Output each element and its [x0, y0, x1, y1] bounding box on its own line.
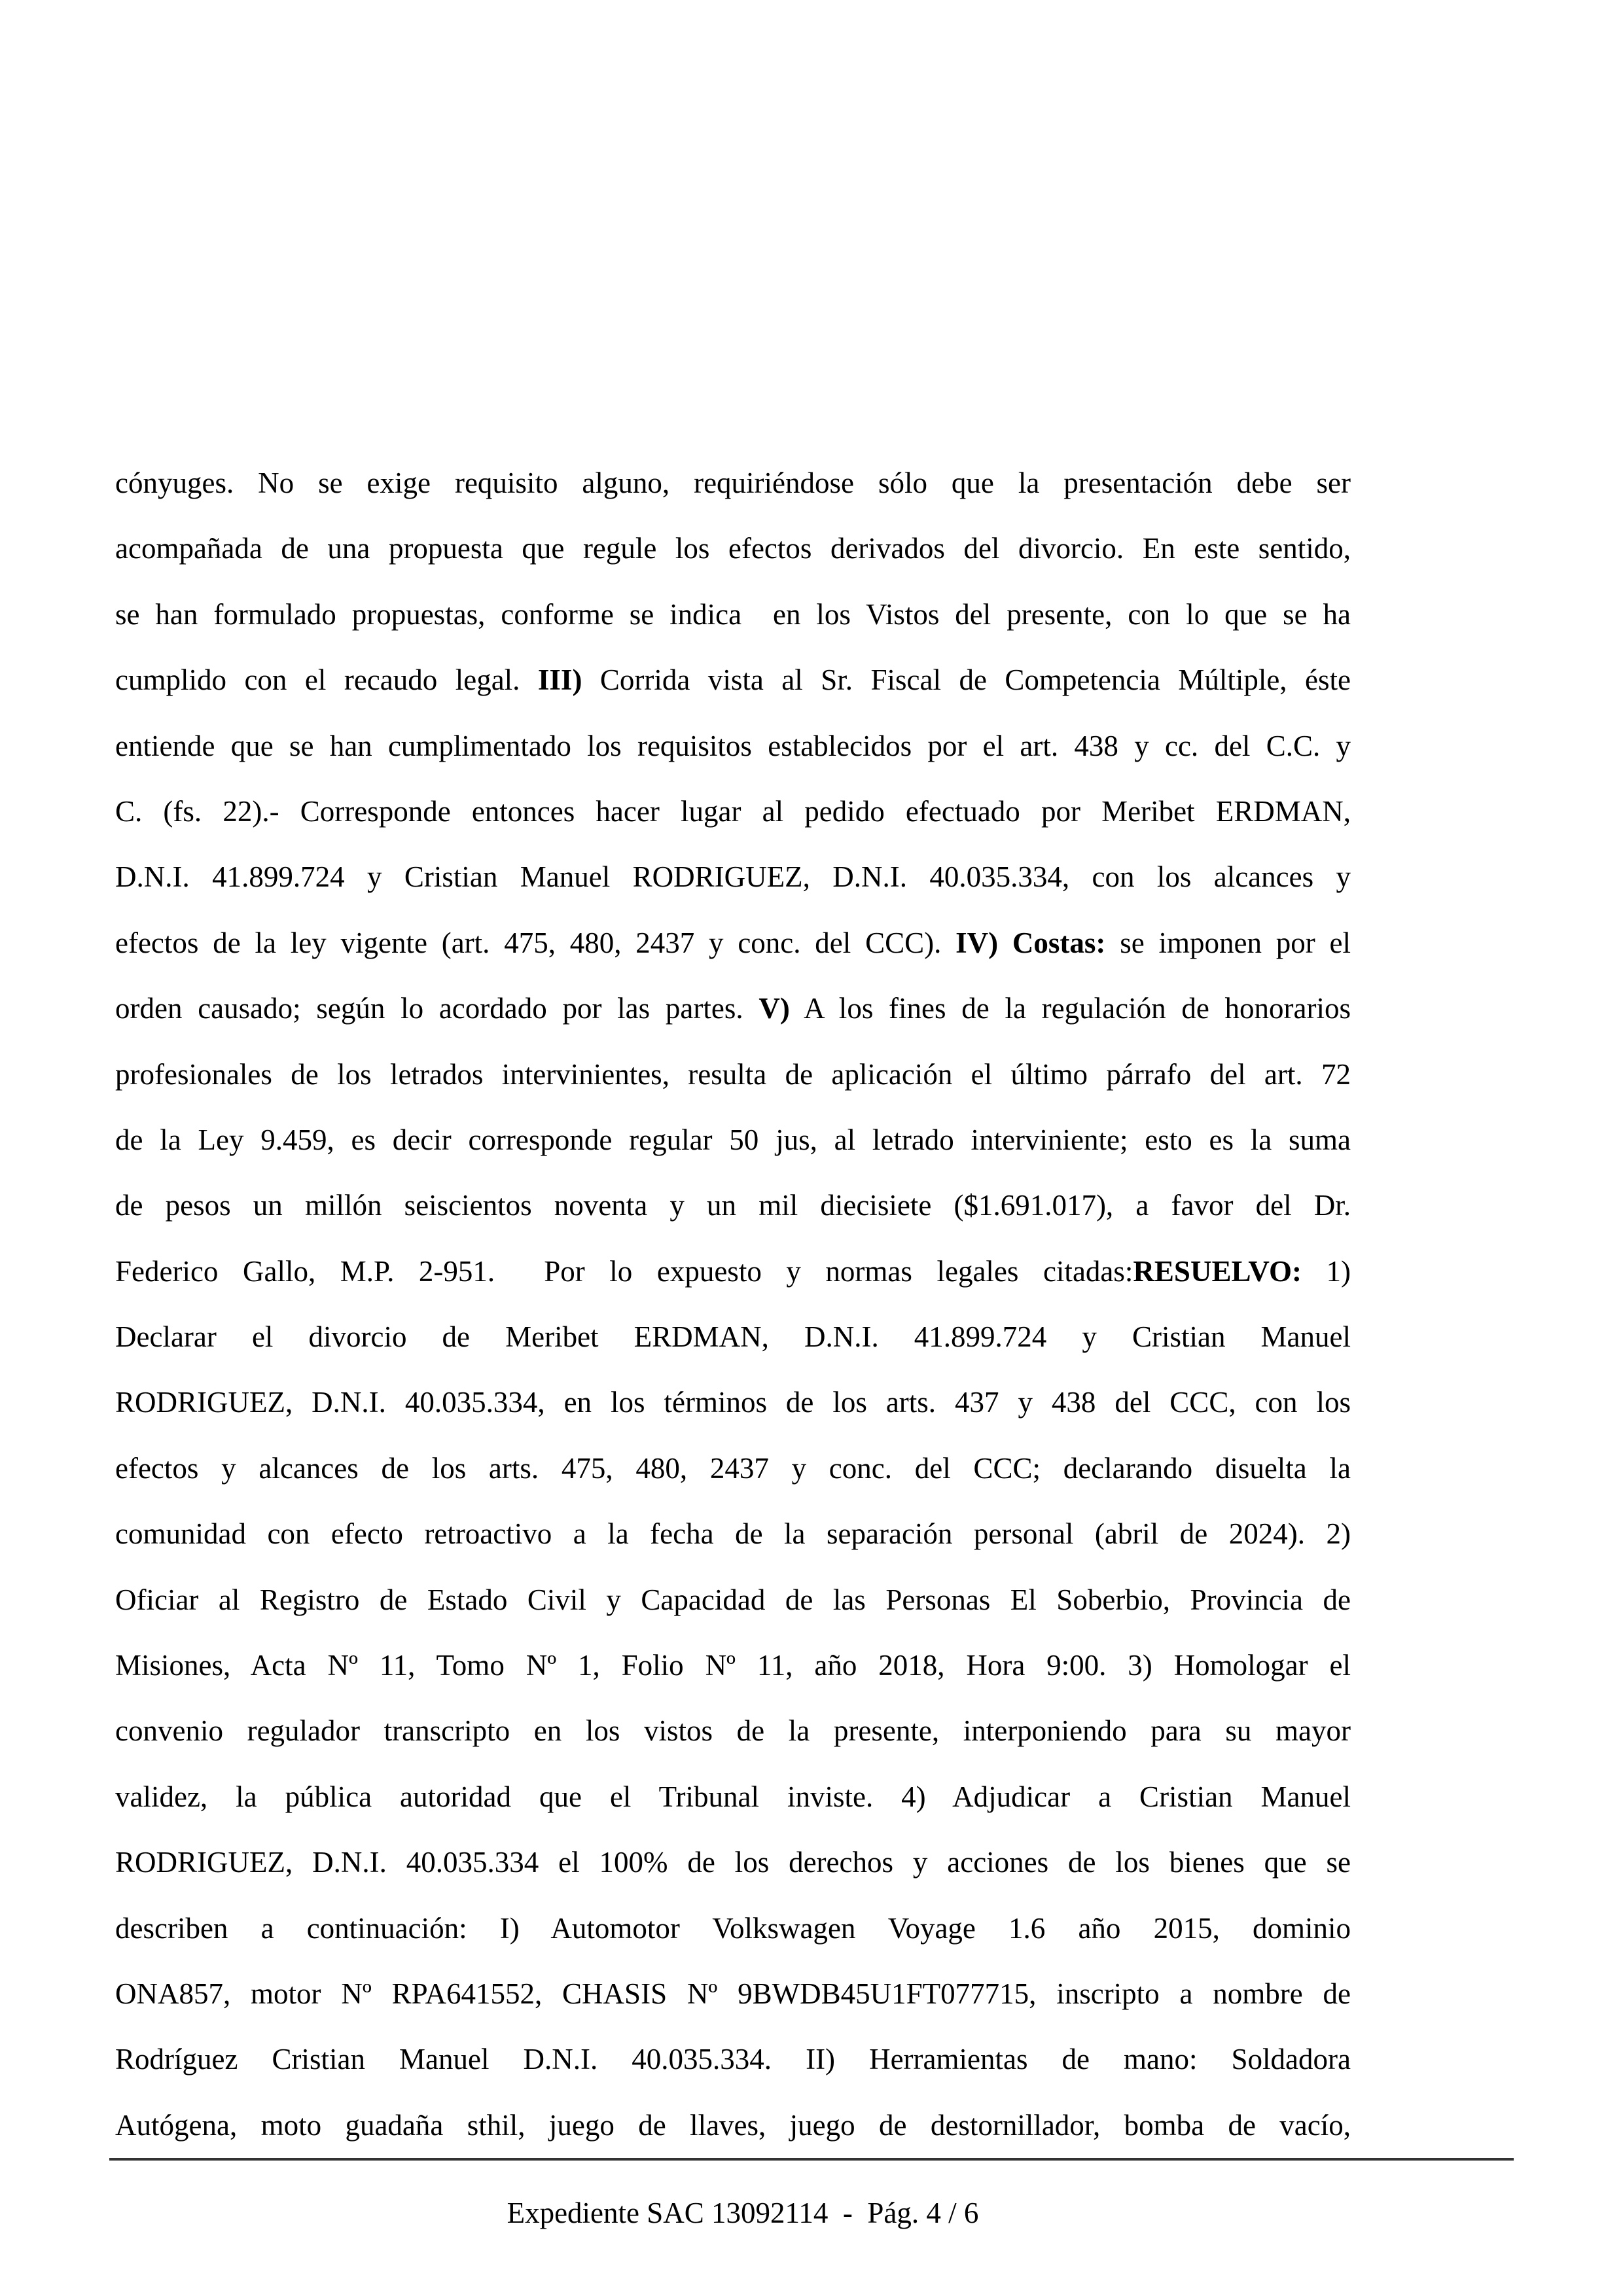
text-line [115, 910, 1351, 976]
text-line [115, 1829, 1351, 1895]
text-segment: orden causado; según lo acordado por las partes. [115, 992, 759, 1025]
text-line [115, 1436, 1351, 1501]
text-line [115, 1239, 1351, 1304]
text-segment: entiende que se han cumplimentado los requisitos establecidos por el art. 438 y cc. del C.C. y [115, 729, 1351, 762]
text-segment: 1) [1301, 1254, 1351, 1288]
text-line [115, 1896, 1351, 1961]
text-segment: Federico Gallo, M.P. 2-951. Por lo expuesto y normas legales citadas: [115, 1254, 1133, 1288]
text-segment: Corrida vista al Sr. Fiscal de Competencia Múltiple, éste [582, 663, 1351, 697]
text-segment: C. (fs. 22).- Corresponde entonces hacer lugar al pedido efectuado por Meribet ERDMAN, [115, 794, 1351, 828]
text-line [115, 976, 1351, 1041]
footer-page-number: Pág. 4 / 6 [867, 2197, 979, 2229]
text-segment: Declarar el divorcio de Meribet ERDMAN, D.N.I. 41.899.724 y Cristian Manuel [115, 1320, 1351, 1354]
text-line [115, 2026, 1351, 2092]
text-segment: efectos de la ley vigente (art. 475, 480, 2437 y conc. del CCC). [115, 926, 956, 959]
text-segment: profesionales de los letrados intervinientes, resulta de aplicación el último párrafo del art. 72 [115, 1057, 1351, 1091]
text-line [115, 1698, 1351, 1763]
text-line [115, 1369, 1351, 1435]
text-segment: Misiones, Acta Nº 11, Tomo Nº 1, Folio Nº 11, año 2018, Hora 9:00. 3) Homologar el [115, 1649, 1351, 1682]
text-segment: Autógena, moto guadaña sthil, juego de llaves, juego de destornillador, bomba de vacío, [115, 2108, 1351, 2142]
text-line [115, 1764, 1351, 1829]
footer-divider [109, 2158, 1514, 2161]
text-line [115, 1107, 1351, 1173]
resolution-body-text [115, 450, 1351, 2158]
text-line [115, 1304, 1351, 1369]
text-line [115, 713, 1351, 779]
text-segment: cumplido con el recaudo legal. [115, 663, 538, 697]
text-segment: Oficiar al Registro de Estado Civil y Capacidad de las Personas El Soberbio, Provincia de [115, 1583, 1351, 1616]
text-segment: Rodríguez Cristian Manuel D.N.I. 40.035.334. II) Herramientas de mano: Soldadora [115, 2043, 1351, 2076]
text-segment: RODRIGUEZ, D.N.I. 40.035.334 el 100% de los derechos y acciones de los bienes que se [115, 1846, 1351, 1879]
text-segment: de pesos un millón seiscientos noventa y un mil diecisiete ($1.691.017), a favor del Dr. [115, 1189, 1351, 1222]
text-line [115, 779, 1351, 844]
bold-heading-segment: RESUELVO: [1133, 1254, 1302, 1288]
text-segment: efectos y alcances de los arts. 475, 480, 2437 y conc. del CCC; declarando disuelta la [115, 1451, 1351, 1485]
text-segment: comunidad con efecto retroactivo a la fecha de la separación personal (abril de 2024). 2) [115, 1517, 1351, 1551]
text-line [115, 450, 1351, 516]
text-line [115, 582, 1351, 647]
text-segment: D.N.I. 41.899.724 y Cristian Manuel RODRIGUEZ, D.N.I. 40.035.334, con los alcances y [115, 860, 1351, 894]
footer-expediente: Expediente SAC 13092114 [507, 2197, 829, 2229]
text-line [115, 1042, 1351, 1107]
text-segment: ONA857, motor Nº RPA641552, CHASIS Nº 9BWDB45U1FT077715, inscripto a nombre de [115, 1977, 1351, 2010]
text-segment: A los fines de la regulación de honorarios [789, 992, 1351, 1025]
text-segment: acompañada de una propuesta que regule los efectos derivados del divorcio. En este sentido, [115, 532, 1351, 565]
text-segment: describen a continuación: I) Automotor Volkswagen Voyage 1.6 año 2015, dominio [115, 1911, 1351, 1945]
text-line [115, 1501, 1351, 1566]
bold-heading-segment: IV) Costas: [955, 926, 1106, 959]
text-segment: validez, la pública autoridad que el Tribunal inviste. 4) Adjudicar a Cristian Manuel [115, 1780, 1351, 1813]
text-segment: se han formulado propuestas, conforme se indica en los Vistos del presente, con lo que se ha [115, 597, 1351, 631]
text-line [115, 1961, 1351, 2026]
bold-heading-segment: III) [537, 663, 582, 697]
text-segment: se imponen por el [1105, 926, 1351, 959]
text-line [115, 1567, 1351, 1633]
page-footer [0, 2193, 1623, 2233]
text-line [115, 516, 1351, 581]
text-segment: convenio regulador transcripto en los vistos de la presente, interponiendo para su mayor [115, 1714, 1351, 1748]
text-segment: cónyuges. No se exige requisito alguno, requiriéndose sólo que la presentación debe ser [115, 467, 1351, 499]
text-line [115, 844, 1351, 910]
text-line [115, 647, 1351, 713]
text-line [115, 1173, 1351, 1238]
text-segment: RODRIGUEZ, D.N.I. 40.035.334, en los términos de los arts. 437 y 438 del CCC, con los [115, 1386, 1351, 1419]
bold-heading-segment: V) [758, 992, 790, 1025]
text-line [115, 2093, 1351, 2158]
text-line [115, 1633, 1351, 1698]
text-segment: de la Ley 9.459, es decir corresponde regular 50 jus, al letrado interviniente; esto es la suma [115, 1123, 1351, 1156]
footer-separator: - [828, 2197, 868, 2229]
